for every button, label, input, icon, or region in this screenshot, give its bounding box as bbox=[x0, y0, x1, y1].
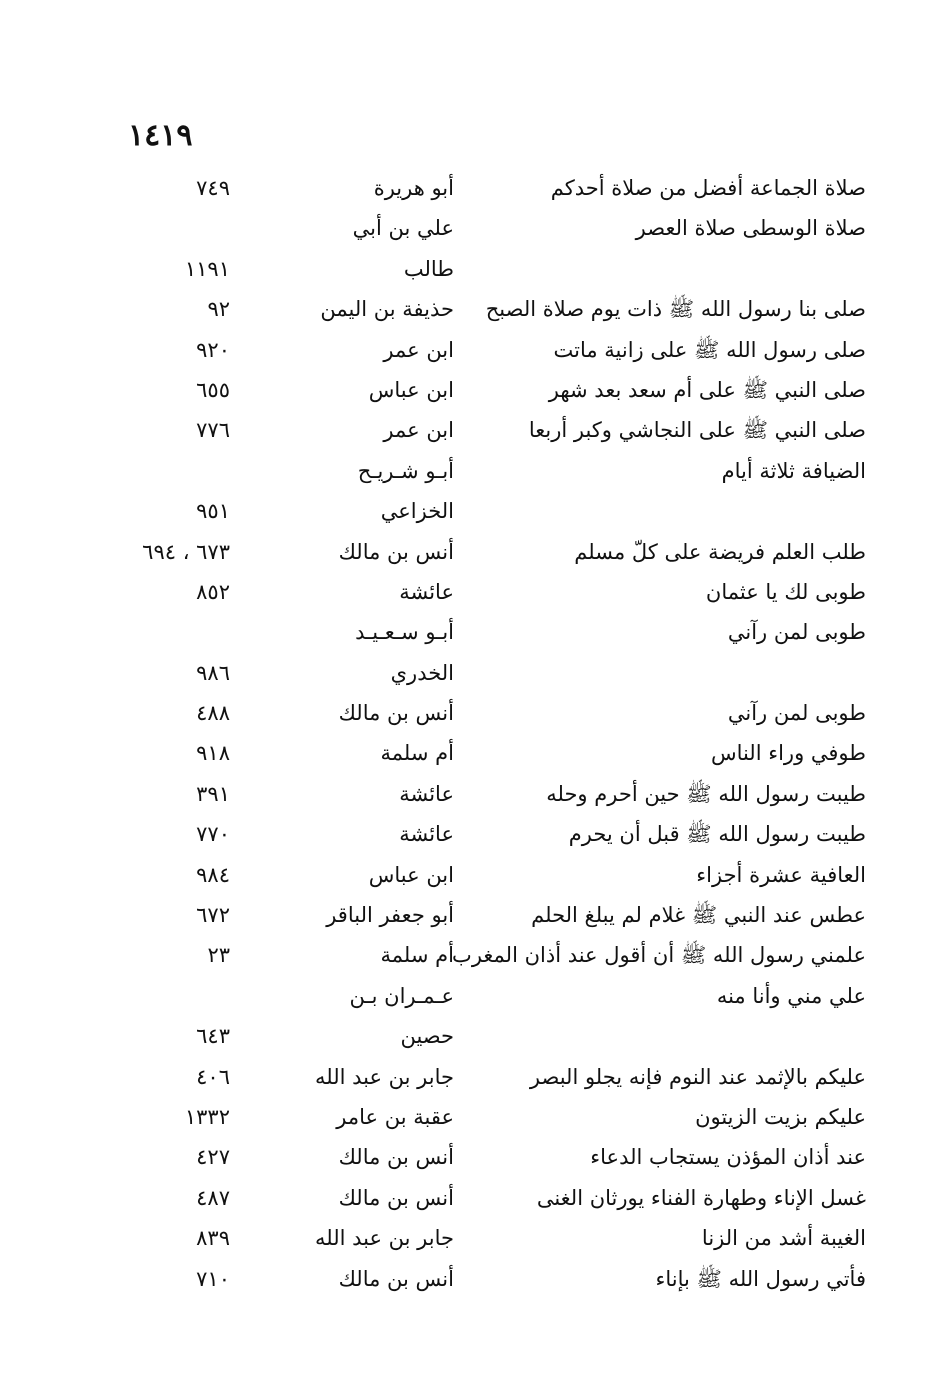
hadith-text: عطس عند النبي ﷺ غلام لم يبلغ الحلم bbox=[531, 903, 866, 928]
index-row bbox=[0, 208, 942, 248]
page-reference: ٦٧٣ ، ٦٩٤ bbox=[142, 539, 230, 564]
narrator-name: أبـو سـعـيـد bbox=[355, 620, 454, 645]
index-row bbox=[0, 612, 942, 652]
page-reference: ٩٨٦ bbox=[196, 660, 230, 685]
narrator-name: أنس بن مالك bbox=[338, 1145, 454, 1170]
narrator-name: أنس بن مالك bbox=[338, 1266, 454, 1291]
index-row bbox=[0, 774, 942, 814]
index-row bbox=[0, 1137, 942, 1177]
narrator-name: ابن عمر bbox=[383, 337, 454, 362]
page-reference: ٧٧٦ bbox=[196, 418, 230, 443]
hadith-text: طيبت رسول الله ﷺ حين أحرم وحله bbox=[546, 781, 866, 806]
page-reference: ٤٢٧ bbox=[196, 1145, 230, 1170]
narrator-name: عـمـران بـن bbox=[349, 983, 454, 1008]
page-reference: ١١٩١ bbox=[184, 256, 230, 281]
narrator-name: ابن عمر bbox=[383, 418, 454, 443]
page-reference: ٩١٨ bbox=[196, 741, 230, 766]
page-reference: ٣٩١ bbox=[196, 781, 230, 806]
page-reference: ٦٤٣ bbox=[196, 1024, 230, 1049]
index-row bbox=[0, 451, 942, 491]
index-row bbox=[0, 1057, 942, 1097]
hadith-text: صلاة الوسطى صلاة العصر bbox=[635, 216, 866, 241]
narrator-name: أنس بن مالك bbox=[338, 701, 454, 726]
narrator-name: علي بن أبي bbox=[352, 216, 454, 241]
page-reference: ٢٣ bbox=[207, 943, 230, 968]
narrator-name: عقبة بن عامر bbox=[336, 1104, 454, 1129]
page-reference: ٩٨٤ bbox=[196, 862, 230, 887]
hadith-text: غسل الإناء وطهارة الفناء يورثان الغنى bbox=[536, 1185, 866, 1210]
narrator-name: طالب bbox=[403, 256, 454, 281]
hadith-text: صلى النبي ﷺ على النجاشي وكبر أربعا bbox=[528, 418, 866, 443]
narrator-name: حصين bbox=[400, 1024, 454, 1049]
page-reference: ٤٨٧ bbox=[196, 1185, 230, 1210]
hadith-text: صلى النبي ﷺ على أم سعد بعد شهر bbox=[548, 377, 866, 402]
narrator-name: حذيفة بن اليمن bbox=[320, 297, 454, 322]
hadith-text: طوبى لمن رآني bbox=[727, 701, 866, 726]
narrator-name: عائشة bbox=[399, 579, 454, 604]
hadith-text: طوبى لك يا عثمان bbox=[705, 579, 866, 604]
narrator-name: أنس بن مالك bbox=[338, 539, 454, 564]
hadith-text: صلاة الجماعة أفضل من صلاة أحدكم bbox=[550, 176, 866, 200]
index-row bbox=[0, 855, 942, 895]
index-row bbox=[0, 532, 942, 572]
page-reference: ٤٠٦ bbox=[196, 1064, 230, 1089]
hadith-text: عليكم بزيت الزيتون bbox=[695, 1104, 866, 1129]
index-row bbox=[0, 330, 942, 370]
index-row bbox=[0, 895, 942, 935]
index-row bbox=[0, 935, 942, 975]
page-reference: ٦٧٢ bbox=[196, 903, 230, 928]
index-row bbox=[0, 814, 942, 854]
index-row bbox=[0, 572, 942, 612]
narrator-name: أبـو شـريـح bbox=[357, 458, 454, 483]
page-reference: ٧١٠ bbox=[196, 1266, 230, 1291]
index-row bbox=[0, 289, 942, 329]
hadith-text: طيبت رسول الله ﷺ قبل أن يحرم bbox=[568, 822, 866, 847]
index-row bbox=[0, 491, 942, 531]
index-row bbox=[0, 1178, 942, 1218]
narrator-name: الخدري bbox=[390, 660, 454, 685]
hadith-text: طوبى لمن رآني bbox=[727, 620, 866, 645]
hadith-text: طوفي وراء الناس bbox=[710, 741, 866, 766]
narrator-name: أبو جعفر الباقر bbox=[326, 903, 454, 928]
page-reference: ٤٨٨ bbox=[196, 701, 230, 726]
index-row bbox=[0, 168, 942, 208]
page-reference: ١٣٣٢ bbox=[184, 1104, 230, 1129]
page-reference: ٧٤٩ bbox=[196, 176, 230, 200]
page-number: ١٤١٩ bbox=[128, 118, 193, 153]
narrator-name: جابر بن عبد الله bbox=[314, 1226, 454, 1251]
hadith-text: علي مني وأنا منه bbox=[716, 983, 866, 1008]
narrator-name: الخزاعي bbox=[380, 499, 454, 524]
hadith-text: العافية عشرة أجزاء bbox=[696, 862, 866, 887]
hadith-text: صلى رسول الله ﷺ على زانية ماتت bbox=[553, 337, 866, 362]
narrator-name: عائشة bbox=[399, 781, 454, 806]
index-row bbox=[0, 370, 942, 410]
page-reference: ٨٥٢ bbox=[196, 579, 230, 604]
hadith-index-table bbox=[0, 168, 942, 1299]
narrator-name: أم سلمة bbox=[380, 741, 454, 766]
hadith-text: عليكم بالإثمد عند النوم فإنه يجلو البصر bbox=[529, 1064, 866, 1089]
narrator-name: أبو هريرة bbox=[373, 176, 454, 200]
narrator-name: عائشة bbox=[399, 822, 454, 847]
hadith-text: صلى بنا رسول الله ﷺ ذات يوم صلاة الصبح bbox=[485, 297, 866, 322]
index-row bbox=[0, 249, 942, 289]
page-reference: ٩٥١ bbox=[196, 499, 230, 524]
index-row bbox=[0, 1218, 942, 1258]
hadith-text: طلب العلم فريضة على كلّ مسلم bbox=[574, 539, 866, 564]
hadith-text: عند أذان المؤذن يستجاب الدعاء bbox=[590, 1145, 866, 1170]
index-row bbox=[0, 1016, 942, 1056]
index-row bbox=[0, 976, 942, 1016]
narrator-name: ابن عباس bbox=[368, 862, 454, 887]
hadith-text: علمني رسول الله ﷺ أن أقول عند أذان المغرب bbox=[452, 943, 866, 968]
hadith-text: فأتي رسول الله ﷺ بإناء bbox=[655, 1266, 866, 1291]
narrator-name: أم سلمة bbox=[380, 943, 454, 968]
page-reference: ٩٢٠ bbox=[196, 337, 230, 362]
narrator-name: أنس بن مالك bbox=[338, 1185, 454, 1210]
page-reference: ٦٥٥ bbox=[196, 377, 230, 402]
hadith-text: الغيبة أشد من الزنا bbox=[701, 1226, 866, 1251]
index-row bbox=[0, 693, 942, 733]
index-row bbox=[0, 733, 942, 773]
page-reference: ٧٧٠ bbox=[196, 822, 230, 847]
index-row bbox=[0, 410, 942, 450]
narrator-name: جابر بن عبد الله bbox=[314, 1064, 454, 1089]
page-reference: ٩٢ bbox=[207, 297, 230, 322]
index-row bbox=[0, 1259, 942, 1299]
hadith-text: الضيافة ثلاثة أيام bbox=[721, 458, 866, 483]
index-row bbox=[0, 653, 942, 693]
narrator-name: ابن عباس bbox=[368, 377, 454, 402]
index-row bbox=[0, 1097, 942, 1137]
page-reference: ٨٣٩ bbox=[196, 1226, 230, 1251]
